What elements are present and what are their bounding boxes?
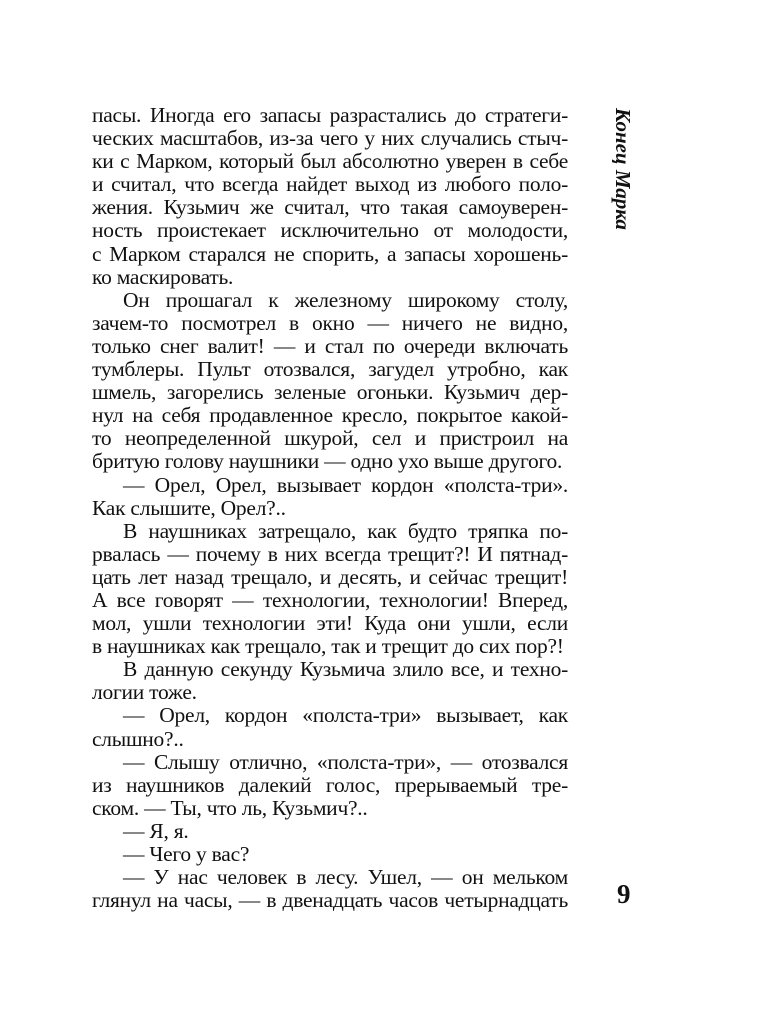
text-line: Он прошагал к железному широкому столу, — [123, 287, 568, 312]
text-line: — Слышу отлично, «полста-три», — отозвался — [123, 749, 568, 774]
text-line: — Орел, кордон «полста-три» вызывает, как — [123, 703, 568, 728]
body-text — [92, 104, 568, 912]
page-number: 9 — [617, 879, 631, 909]
text-line: тумблеры. Пульт отозвался, загудел утробно, как — [92, 357, 568, 382]
text-line: шмель, загорелись зеленые огоньки. Кузьмич дер- — [92, 380, 568, 405]
text-line: — Я, я. — [123, 818, 189, 843]
text-line: цать лет назад трещало, и десять, и сейчас трещит! — [92, 564, 568, 589]
text-line: только снег валит! — и стал по очереди включать — [92, 333, 568, 358]
text-line: из наушников далекий голос, прерываемый тре- — [92, 772, 568, 797]
text-line: рвалась — почему в них всегда трещит?! И пятнад- — [92, 541, 568, 566]
text-line: ки с Марком, который был абсолютно уверен в себе — [92, 149, 568, 174]
text-line: слышно?.. — [92, 726, 184, 751]
text-line: логии тоже. — [92, 680, 197, 705]
text-line: и считал, что всегда найдет выход из любого поло- — [92, 172, 568, 197]
text-line: — У нас человек в лесу. Ушел, — он мельком — [123, 865, 568, 890]
text-line: то неопределенной шкурой, сел и пристроил на — [92, 426, 568, 451]
text-line: с Марком старался не спорить, а запасы хорошень- — [92, 241, 568, 266]
text-line: глянул на часы, — в двенадцать часов четырнадцать — [92, 888, 568, 913]
text-line: В данную секунду Кузьмича злило все, и техно- — [123, 657, 568, 682]
text-line: — Чего у вас? — [123, 842, 250, 866]
text-line: мол, ушли технологии эти! Куда они ушли, если — [92, 611, 568, 636]
text-line: А все говорят — технологии, технологии! Вперед, — [92, 587, 568, 612]
text-line: ко маскировать. — [92, 264, 234, 289]
text-line: нул на себя продавленное кресло, покрытое какой- — [92, 403, 568, 428]
running-head: Конец Марка — [611, 108, 635, 230]
text-line: ческих масштабов, из-за чего у них случались стыч- — [92, 126, 568, 151]
text-line: в наушниках как трещало, так и трещит до сих пор?! — [92, 634, 564, 659]
text-line: В наушниках затрещало, как будто тряпка по- — [123, 518, 568, 543]
text-line: пасы. Иногда его запасы разрастались до стратеги- — [92, 103, 568, 127]
text-line: бритую голову наушники — одно ухо выше другого. — [92, 449, 563, 474]
text-line: ском. — Ты, что ль, Кузьмич?.. — [92, 795, 368, 820]
text-line: зачем-то посмотрел в окно — ничего не видно, — [92, 310, 568, 335]
text-line: ность проистекает исключительно от молодости, — [92, 218, 568, 243]
text-line: — Орел, Орел, вызывает кордон «полста-три». — [123, 472, 568, 497]
text-line: жения. Кузьмич же считал, что такая самоуверен- — [92, 195, 568, 220]
text-line: Как слышите, Орел?.. — [92, 495, 286, 520]
